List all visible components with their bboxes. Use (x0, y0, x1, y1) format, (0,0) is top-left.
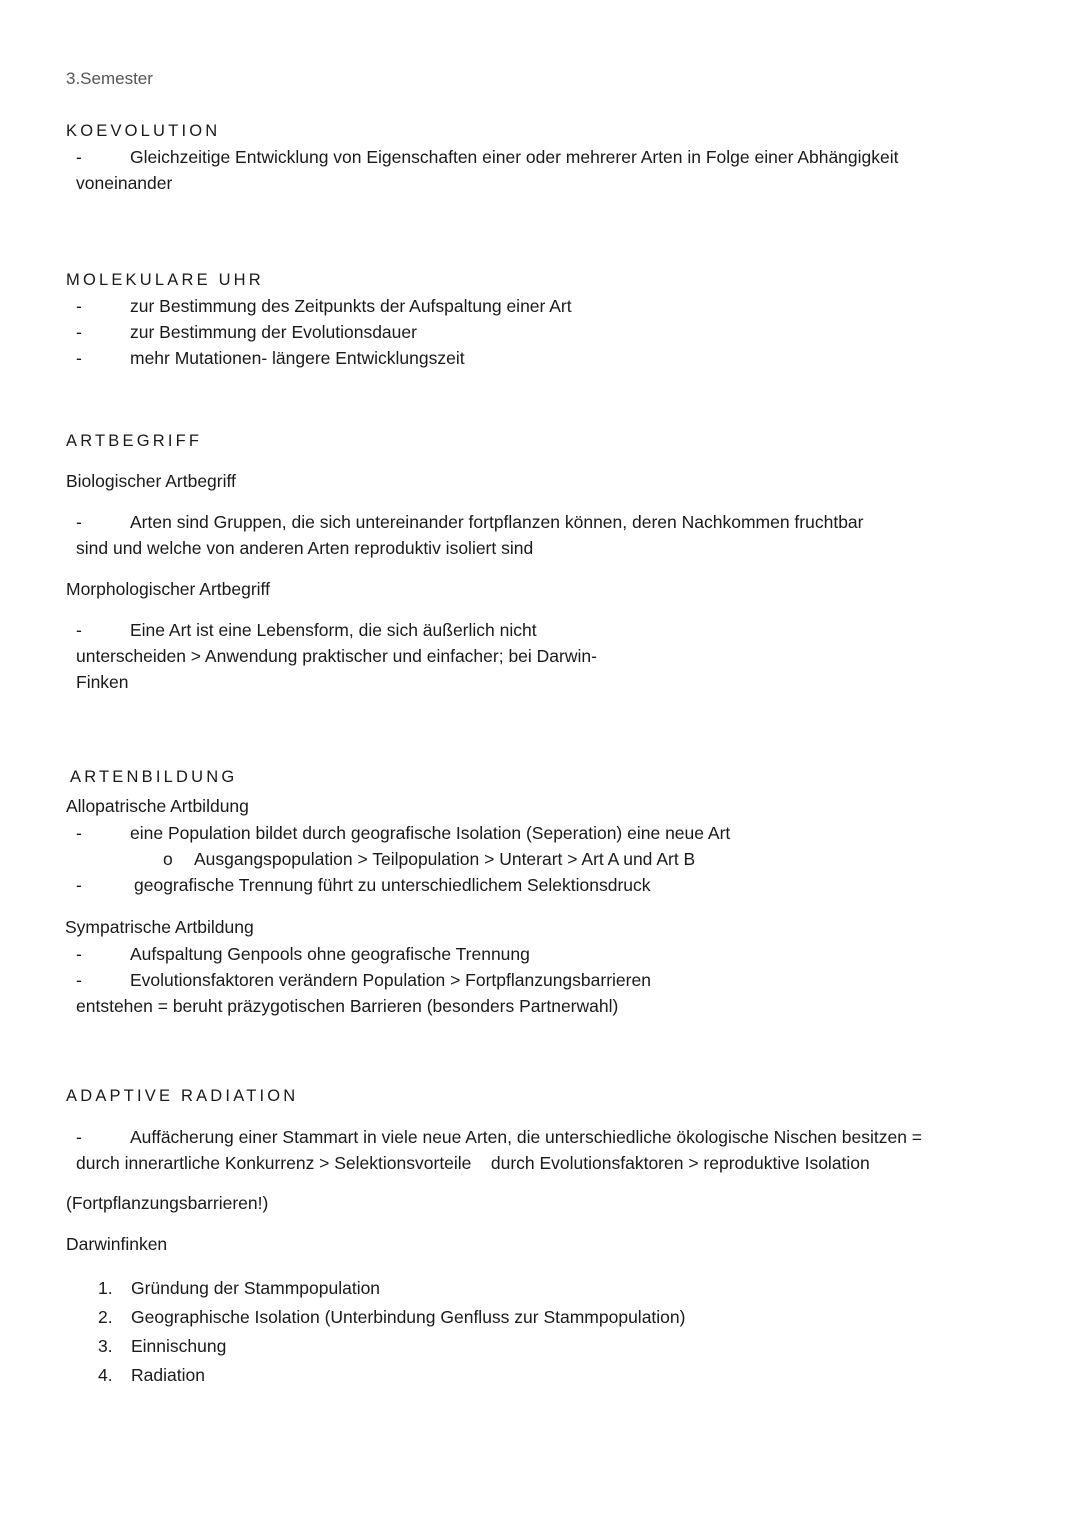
sympatrische-item: Aufspaltung Genpools ohne geografische Trennung (130, 944, 530, 964)
bullet-dash: - (76, 944, 82, 964)
bullet-dash: - (76, 147, 82, 167)
subheading-morphologischer-artbegriff: Morphologischer Artbegriff (66, 579, 270, 599)
bullet-dash: - (76, 620, 82, 640)
bullet-dash: - (76, 322, 82, 342)
list-item: Geographische Isolation (Unterbindung Genfluss zur Stammpopulation) (131, 1307, 686, 1327)
allopatrische-item: geografische Trennung führt zu unterschiedlichem Selektionsdruck (134, 875, 651, 895)
heading-artenbildung: ARTENBILDUNG (70, 768, 238, 786)
sub-bullet-marker: o (163, 849, 173, 869)
list-item: Einnischung (131, 1336, 227, 1356)
subheading-sympatrische-artbildung: Sympatrische Artbildung (65, 917, 254, 937)
molekulare-uhr-item: zur Bestimmung der Evolutionsdauer (130, 322, 417, 342)
subheading-biologischer-artbegriff: Biologischer Artbegriff (66, 471, 236, 491)
bullet-dash: - (76, 296, 82, 316)
heading-molekulare-uhr: MOLEKULARE UHR (66, 271, 264, 289)
heading-artbegriff: ARTBEGRIFF (66, 432, 203, 450)
molekulare-uhr-item: mehr Mutationen- längere Entwicklungszeit (130, 348, 465, 368)
list-item: Gründung der Stammpopulation (131, 1278, 381, 1298)
morphologischer-text: Eine Art ist eine Lebensform, die sich äußerlich nicht (130, 620, 537, 640)
step-number: 1. (98, 1278, 113, 1298)
adaptive-radiation-text-cont: durch innerartliche Konkurrenz > Selektionsvorteile durch Evolutionsfaktoren > reproduktive Isolation (76, 1153, 870, 1173)
bullet-dash: - (76, 970, 82, 990)
page-header: 3.Semester (66, 69, 153, 88)
subheading-allopatrische-artbildung: Allopatrische Artbildung (66, 796, 249, 816)
adaptive-radiation-text: Auffächerung einer Stammart in viele neue Arten, die unterschiedliche ökologische Nischen besitzen = (130, 1127, 923, 1147)
sympatrische-item-cont: entstehen = beruht präzygotischen Barrieren (besonders Partnerwahl) (76, 996, 619, 1016)
sympatrische-item: Evolutionsfaktoren verändern Population > Fortpflanzungsbarrieren (130, 970, 651, 990)
bullet-dash: - (76, 1127, 82, 1147)
biologischer-text: Arten sind Gruppen, die sich untereinander fortpflanzen können, deren Nachkommen fruchtbar (130, 512, 864, 532)
adaptive-radiation-note: (Fortpflanzungsbarrieren!) (66, 1193, 269, 1213)
morphologischer-text-cont: unterscheiden > Anwendung praktischer und einfacher; bei Darwin- (76, 646, 597, 666)
heading-koevolution: KOEVOLUTION (66, 122, 221, 140)
step-number: 3. (98, 1336, 113, 1356)
morphologischer-text-cont: Finken (76, 672, 129, 692)
step-number: 2. (98, 1307, 113, 1327)
list-item: Radiation (131, 1365, 205, 1385)
koevolution-text: Gleichzeitige Entwicklung von Eigenschaften einer oder mehrerer Arten in Folge einer Abhängigkeit (130, 147, 899, 167)
step-number: 4. (98, 1365, 113, 1385)
allopatrische-subitem: Ausgangspopulation > Teilpopulation > Unterart > Art A und Art B (194, 849, 696, 869)
heading-adaptive-radiation: ADAPTIVE RADIATION (66, 1087, 299, 1105)
bullet-dash: - (76, 823, 82, 843)
bullet-dash: - (76, 512, 82, 532)
allopatrische-item: eine Population bildet durch geografische Isolation (Seperation) eine neue Art (130, 823, 731, 843)
subheading-darwinfinken: Darwinfinken (66, 1234, 168, 1254)
bullet-dash: - (76, 348, 82, 368)
molekulare-uhr-item: zur Bestimmung des Zeitpunkts der Aufspaltung einer Art (130, 296, 572, 316)
biologischer-text-cont: sind und welche von anderen Arten reproduktiv isoliert sind (76, 538, 534, 558)
koevolution-text-cont: voneinander (76, 173, 173, 193)
bullet-dash: - (76, 875, 82, 895)
